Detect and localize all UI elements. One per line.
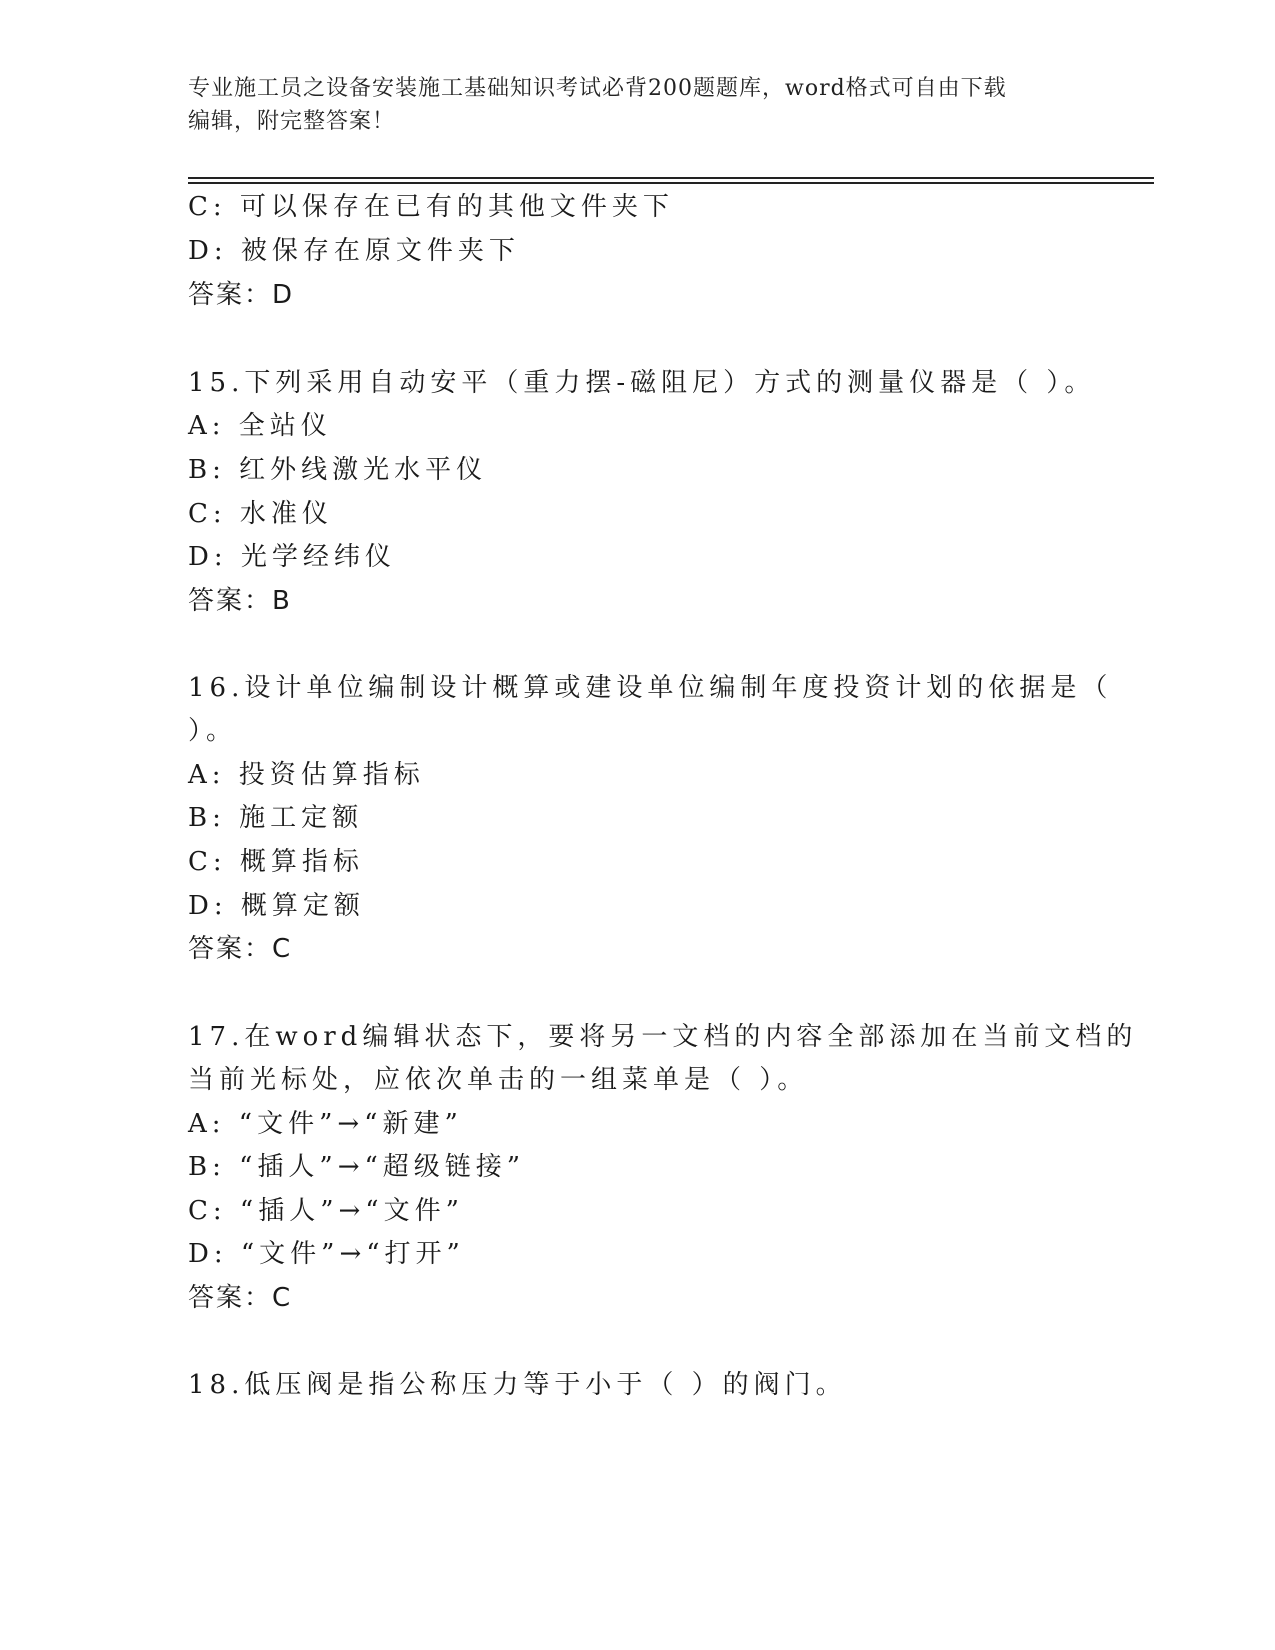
- q15-option-b: B: 红外线激光水平仪: [188, 455, 488, 485]
- q16-option-b: B: 施工定额: [188, 803, 364, 833]
- q16-option-d: D: 概算定额: [188, 891, 365, 921]
- q15-answer: 答案：B: [188, 586, 292, 616]
- q16-option-a: A: 投资估算指标: [188, 760, 425, 790]
- q17-option-d: D: “文件”→“打开”: [188, 1239, 465, 1269]
- q14-option-c: C: 可以保存在已有的其他文件夹下: [188, 192, 674, 222]
- q15-option-c: C: 水准仪: [188, 499, 333, 529]
- q15-stem: 15.下列采用自动安平（重力摆-磁阻尼）方式的测量仪器是（ ）。: [188, 368, 1096, 398]
- header-line-1: 专业施工员之设备安装施工基础知识考试必背200题题库，word格式可自由下载: [188, 76, 1007, 101]
- header-divider-bottom: [188, 182, 1154, 184]
- q17-stem-line-1: 17.在word编辑状态下，要将另一文档的内容全部添加在当前文档的: [188, 1022, 1138, 1052]
- q16-stem-line-2: ）。: [188, 716, 238, 746]
- q14-option-d: D: 被保存在原文件夹下: [188, 236, 520, 266]
- q17-answer: 答案：C: [188, 1283, 293, 1313]
- q17-stem-line-2: 当前光标处，应依次单击的一组菜单是（ ）。: [188, 1065, 809, 1095]
- q14-answer: 答案：D: [188, 280, 295, 310]
- document-header: [188, 72, 1088, 138]
- q18-stem: 18.低压阀是指公称压力等于小于（ ）的阀门。: [188, 1370, 847, 1400]
- header-divider-top: [188, 177, 1154, 179]
- q15-option-a: A: 全站仪: [188, 411, 332, 441]
- q17-option-c: C: “插人”→“文件”: [188, 1196, 464, 1226]
- q16-stem-line-1: 16.设计单位编制设计概算或建设单位编制年度投资计划的依据是（: [188, 673, 1113, 703]
- header-line-2: 编辑，附完整答案！: [188, 109, 396, 134]
- q16-option-c: C: 概算指标: [188, 847, 364, 877]
- q15-option-d: D: 光学经纬仪: [188, 542, 396, 572]
- q17-option-b: B: “插人”→“超级链接”: [188, 1152, 526, 1182]
- q17-option-a: A: “文件”→“新建”: [188, 1109, 463, 1139]
- q16-answer: 答案：C: [188, 934, 293, 964]
